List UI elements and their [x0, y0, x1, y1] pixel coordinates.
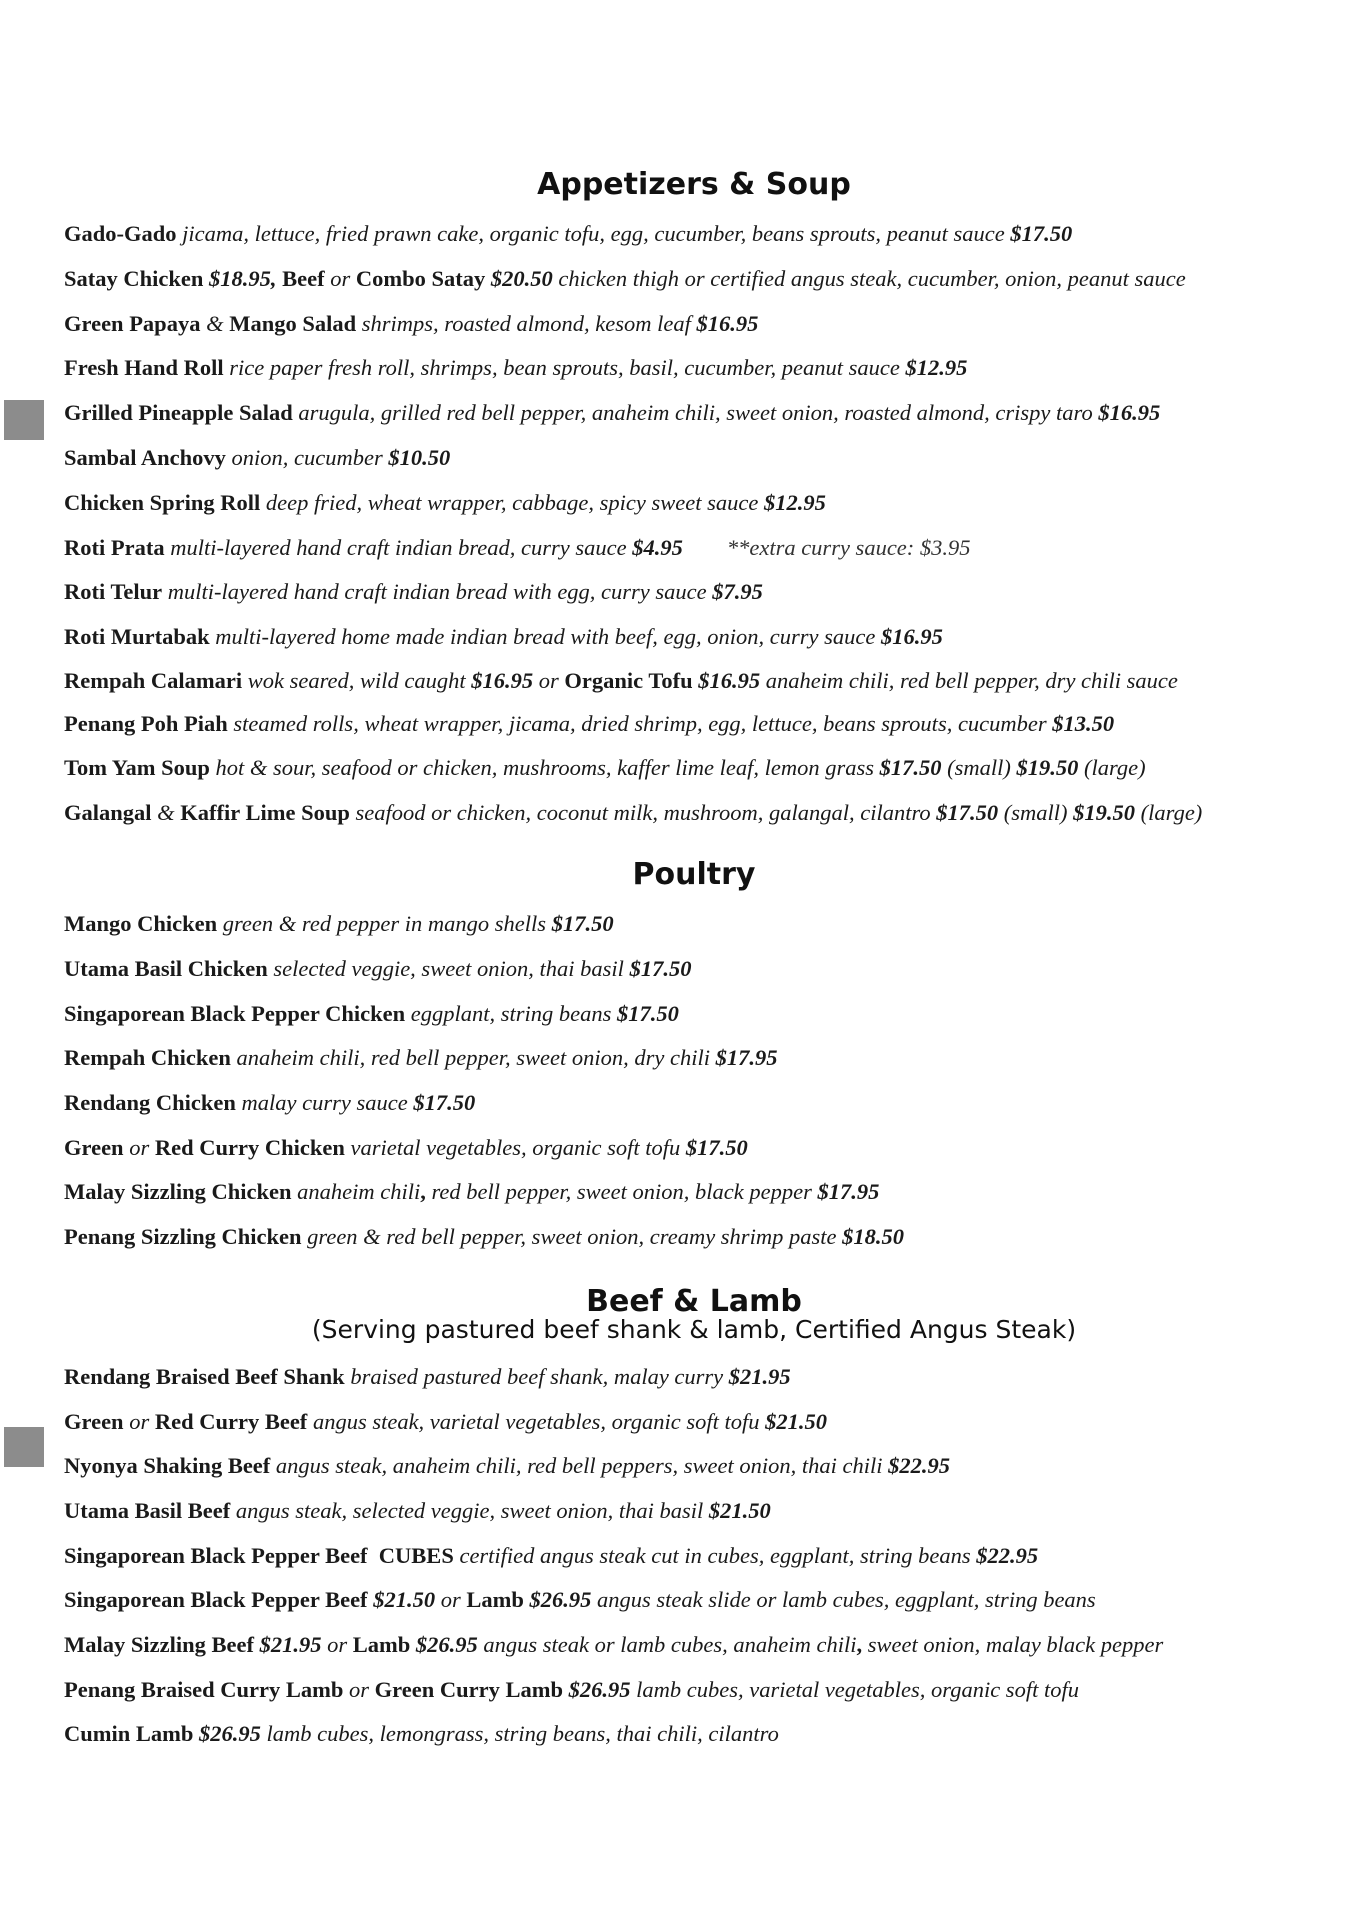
item-desc: green & red bell pepper, sweet onion, creamy shrimp paste [307, 1224, 837, 1249]
item-desc: angus steak, varietal vegetables, organic soft tofu [312, 1409, 760, 1434]
item-desc: selected veggie, sweet onion, thai basil [273, 956, 624, 981]
menu-item [64, 666, 1337, 696]
item-desc: anaheim chili, red bell pepper, dry chili sauce [765, 668, 1178, 693]
item-price: $12.95 [905, 355, 968, 380]
item-conjunction: or [327, 1632, 348, 1657]
menu-item [64, 999, 1337, 1029]
item-name: Penang Sizzling Chicken [64, 1224, 302, 1249]
item-name: Roti Telur [64, 579, 163, 604]
item-comma: , [856, 1632, 863, 1657]
item-desc: angus steak, selected veggie, sweet onion, thai basil [235, 1498, 704, 1523]
item-price: $17.50 [629, 956, 692, 981]
item-price: $16.95 [696, 311, 759, 336]
menu-item [64, 1630, 1337, 1660]
item-desc: multi-layered hand craft indian bread, curry sauce [170, 535, 627, 560]
item-desc: seafood or chicken, coconut milk, mushroom, galangal, cilantro [355, 800, 931, 825]
item-desc: lamb cubes, varietal vegetables, organic soft tofu [636, 1677, 1079, 1702]
item-comma: , [420, 1179, 426, 1204]
section-title-poultry: Poultry [632, 857, 756, 892]
menu-item [64, 219, 1337, 249]
item-name: Fresh Hand Roll [64, 355, 224, 380]
item-price: $26.95 [415, 1632, 478, 1657]
menu-item [64, 798, 1337, 828]
item-name: Malay Sizzling Chicken [64, 1179, 292, 1204]
menu-item [64, 443, 1337, 473]
item-desc: lamb cubes, lemongrass, string beans, thai chili, cilantro [266, 1721, 779, 1746]
item-conjunction: or [440, 1587, 461, 1612]
menu-item [64, 309, 1337, 339]
item-conjunction: or [129, 1409, 150, 1434]
item-name: Mango Chicken [64, 911, 218, 936]
item-desc: steamed rolls, wheat wrapper, jicama, dried shrimp, egg, lettuce, beans sprouts, cucumber [233, 711, 1047, 736]
section-title-appetizers: Appetizers & Soup [537, 167, 851, 202]
item-desc: wok seared, wild caught [247, 668, 466, 693]
item-price: $17.50 [1010, 221, 1073, 246]
menu-item [64, 1585, 1337, 1615]
item-price: $19.50 [1016, 755, 1079, 780]
item-price: $16.95 [698, 668, 761, 693]
item-name: Rempah Calamari [64, 668, 243, 693]
item-price: $21.50 [708, 1498, 771, 1523]
item-price: $16.95 [471, 668, 534, 693]
item-name: Gado-Gado [64, 221, 177, 246]
item-name: Malay Sizzling Beef [64, 1632, 254, 1657]
menu-item [64, 1407, 1337, 1437]
item-price: $22.95 [976, 1543, 1039, 1568]
item-desc: malay curry sauce [241, 1090, 408, 1115]
menu-item [64, 753, 1337, 783]
item-price: $18.95, [209, 266, 277, 291]
item-price: $26.95 [529, 1587, 592, 1612]
menu-item [64, 264, 1337, 294]
section-title-beef-lamb: Beef & Lamb [586, 1284, 802, 1319]
item-price: $17.50 [551, 911, 614, 936]
item-name: Lamb [352, 1632, 411, 1657]
item-size: (small) [947, 755, 1011, 780]
item-desc: rice paper fresh roll, shrimps, bean sprouts, basil, cucumber, peanut sauce [229, 355, 900, 380]
item-name: Galangal [64, 800, 152, 825]
item-name: Green [64, 1135, 124, 1160]
item-name: Green Curry Lamb [374, 1677, 563, 1702]
item-name: Satay Chicken [64, 266, 204, 291]
item-desc: multi-layered home made indian bread with beef, egg, onion, curry sauce [215, 624, 876, 649]
item-price: $17.95 [817, 1179, 880, 1204]
item-desc: angus steak or lamb cubes, anaheim chili [483, 1632, 857, 1657]
item-name: Green Papaya [64, 311, 201, 336]
item-price: $22.95 [888, 1453, 950, 1478]
item-price: $19.50 [1073, 800, 1136, 825]
item-name: Roti Prata [64, 535, 165, 560]
menu-item [64, 1177, 1337, 1207]
menu-item [64, 353, 1337, 383]
item-price: $17.50 [685, 1135, 748, 1160]
item-desc: multi-layered hand craft indian bread with egg, curry sauce [167, 579, 707, 604]
item-price: $12.95 [763, 490, 826, 515]
menu-item [64, 909, 1337, 939]
item-name: Red Curry Chicken [154, 1135, 345, 1160]
menu-item [64, 533, 1337, 563]
item-size: (large) [1140, 800, 1203, 825]
item-price: $21.95 [259, 1632, 322, 1657]
item-name: Combo Satay [355, 266, 486, 291]
menu-item [64, 1222, 1337, 1252]
menu-item [64, 1133, 1337, 1163]
item-price: $4.95 [632, 535, 683, 560]
item-desc: green & red pepper in mango shells [222, 911, 547, 936]
item-name: Cumin Lamb [64, 1721, 194, 1746]
item-desc: varietal vegetables, organic soft tofu [350, 1135, 681, 1160]
item-desc: anaheim chili [297, 1179, 421, 1204]
menu-item [64, 1043, 1337, 1073]
item-price: $26.95 [199, 1721, 261, 1746]
item-conjunction: or [330, 266, 351, 291]
menu-item [64, 709, 1337, 739]
item-conjunction: or [129, 1135, 150, 1160]
item-desc: jicama, lettuce, fried prawn cake, organic tofu, egg, cucumber, beans sprouts, peanut sauce [182, 221, 1005, 246]
item-price: $10.50 [388, 445, 451, 470]
item-name: Singaporean Black Pepper Beef [64, 1587, 368, 1612]
item-name: Rempah Chicken [64, 1045, 231, 1070]
item-name: Mango Salad [229, 311, 357, 336]
gray-marker [4, 1427, 44, 1467]
item-price: $7.95 [712, 579, 763, 604]
menu-item [64, 1541, 1337, 1571]
item-name: Kaffir Lime Soup [180, 800, 350, 825]
menu-item [64, 954, 1337, 984]
item-name: Red Curry Beef [154, 1409, 308, 1434]
item-desc: deep fried, wheat wrapper, cabbage, spicy sweet sauce [265, 490, 759, 515]
item-desc: shrimps, roasted almond, kesom leaf [361, 311, 691, 336]
item-conjunction: or [349, 1677, 370, 1702]
item-name: Organic Tofu [564, 668, 693, 693]
item-desc: onion, cucumber [231, 445, 383, 470]
menu-item [64, 577, 1337, 607]
item-price: $13.50 [1052, 711, 1115, 736]
menu-item [64, 1675, 1337, 1705]
item-desc: eggplant, string beans [410, 1001, 612, 1026]
item-price: $18.50 [842, 1224, 904, 1249]
item-name: Chicken Spring Roll [64, 490, 261, 515]
menu-item [64, 488, 1337, 518]
item-price: $21.50 [765, 1409, 828, 1434]
item-desc: chicken thigh or certified angus steak, cucumber, onion, peanut sauce [558, 266, 1186, 291]
item-name: Singaporean Black Pepper Chicken [64, 1001, 406, 1026]
item-name: Rendang Chicken [64, 1090, 236, 1115]
menu-item [64, 1719, 1337, 1749]
item-name: Utama Basil Beef [64, 1498, 231, 1523]
item-extra-note: **extra curry sauce: $3.95 [726, 535, 971, 560]
item-name: Beef [282, 266, 325, 291]
item-name: Penang Poh Piah [64, 711, 228, 736]
item-price: $17.50 [936, 800, 999, 825]
item-size: (large) [1084, 755, 1146, 780]
item-desc: red bell pepper, sweet onion, black pepper [431, 1179, 812, 1204]
menu-item [64, 1088, 1337, 1118]
item-name: Singaporean Black Pepper Beef CUBES [64, 1543, 454, 1568]
item-price: $16.95 [880, 624, 943, 649]
gray-marker [4, 400, 44, 440]
item-name: Grilled Pineapple Salad [64, 400, 293, 425]
item-name: Lamb [466, 1587, 524, 1612]
item-size: (small) [1003, 800, 1068, 825]
section-subtitle-beef-lamb: (Serving pastured beef shank & lamb, Certified Angus Steak) [311, 1315, 1077, 1344]
menu-item [64, 1362, 1337, 1392]
item-price: $17.50 [413, 1090, 476, 1115]
item-price: $21.95 [728, 1364, 791, 1389]
menu-item [64, 622, 1337, 652]
item-name: Sambal Anchovy [64, 445, 226, 470]
item-ampersand: & [157, 800, 175, 825]
menu-item [64, 1451, 1337, 1481]
item-price: $26.95 [568, 1677, 631, 1702]
menu-item [64, 1496, 1337, 1526]
item-desc: arugula, grilled red bell pepper, anaheim chili, sweet onion, roasted almond, crispy taro [298, 400, 1093, 425]
item-desc: braised pastured beef shank, malay curry [350, 1364, 724, 1389]
item-name: Utama Basil Chicken [64, 956, 268, 981]
item-conjunction: or [538, 668, 559, 693]
item-desc: sweet onion, malay black pepper [867, 1632, 1164, 1657]
item-price: $16.95 [1098, 400, 1161, 425]
item-name: Penang Braised Curry Lamb [64, 1677, 344, 1702]
item-name: Rendang Braised Beef Shank [64, 1364, 345, 1389]
item-price: $21.50 [373, 1587, 436, 1612]
item-name: Nyonya Shaking Beef [64, 1453, 271, 1478]
item-desc: certified angus steak cut in cubes, eggplant, string beans [459, 1543, 971, 1568]
item-desc: hot & sour, seafood or chicken, mushrooms, kaffer lime leaf, lemon grass [215, 755, 875, 780]
item-name: Roti Murtabak [64, 624, 210, 649]
item-desc: anaheim chili, red bell pepper, sweet onion, dry chili [236, 1045, 710, 1070]
item-price: $20.50 [490, 266, 553, 291]
item-name: Green [64, 1409, 124, 1434]
item-price: $17.95 [715, 1045, 778, 1070]
item-desc: angus steak, anaheim chili, red bell peppers, sweet onion, thai chili [275, 1453, 883, 1478]
item-name: Tom Yam Soup [64, 755, 210, 780]
item-price: $17.50 [879, 755, 942, 780]
item-desc: angus steak slide or lamb cubes, eggplant, string beans [596, 1587, 1096, 1612]
item-price: $17.50 [616, 1001, 679, 1026]
menu-item [64, 398, 1337, 428]
item-ampersand: & [206, 311, 224, 336]
